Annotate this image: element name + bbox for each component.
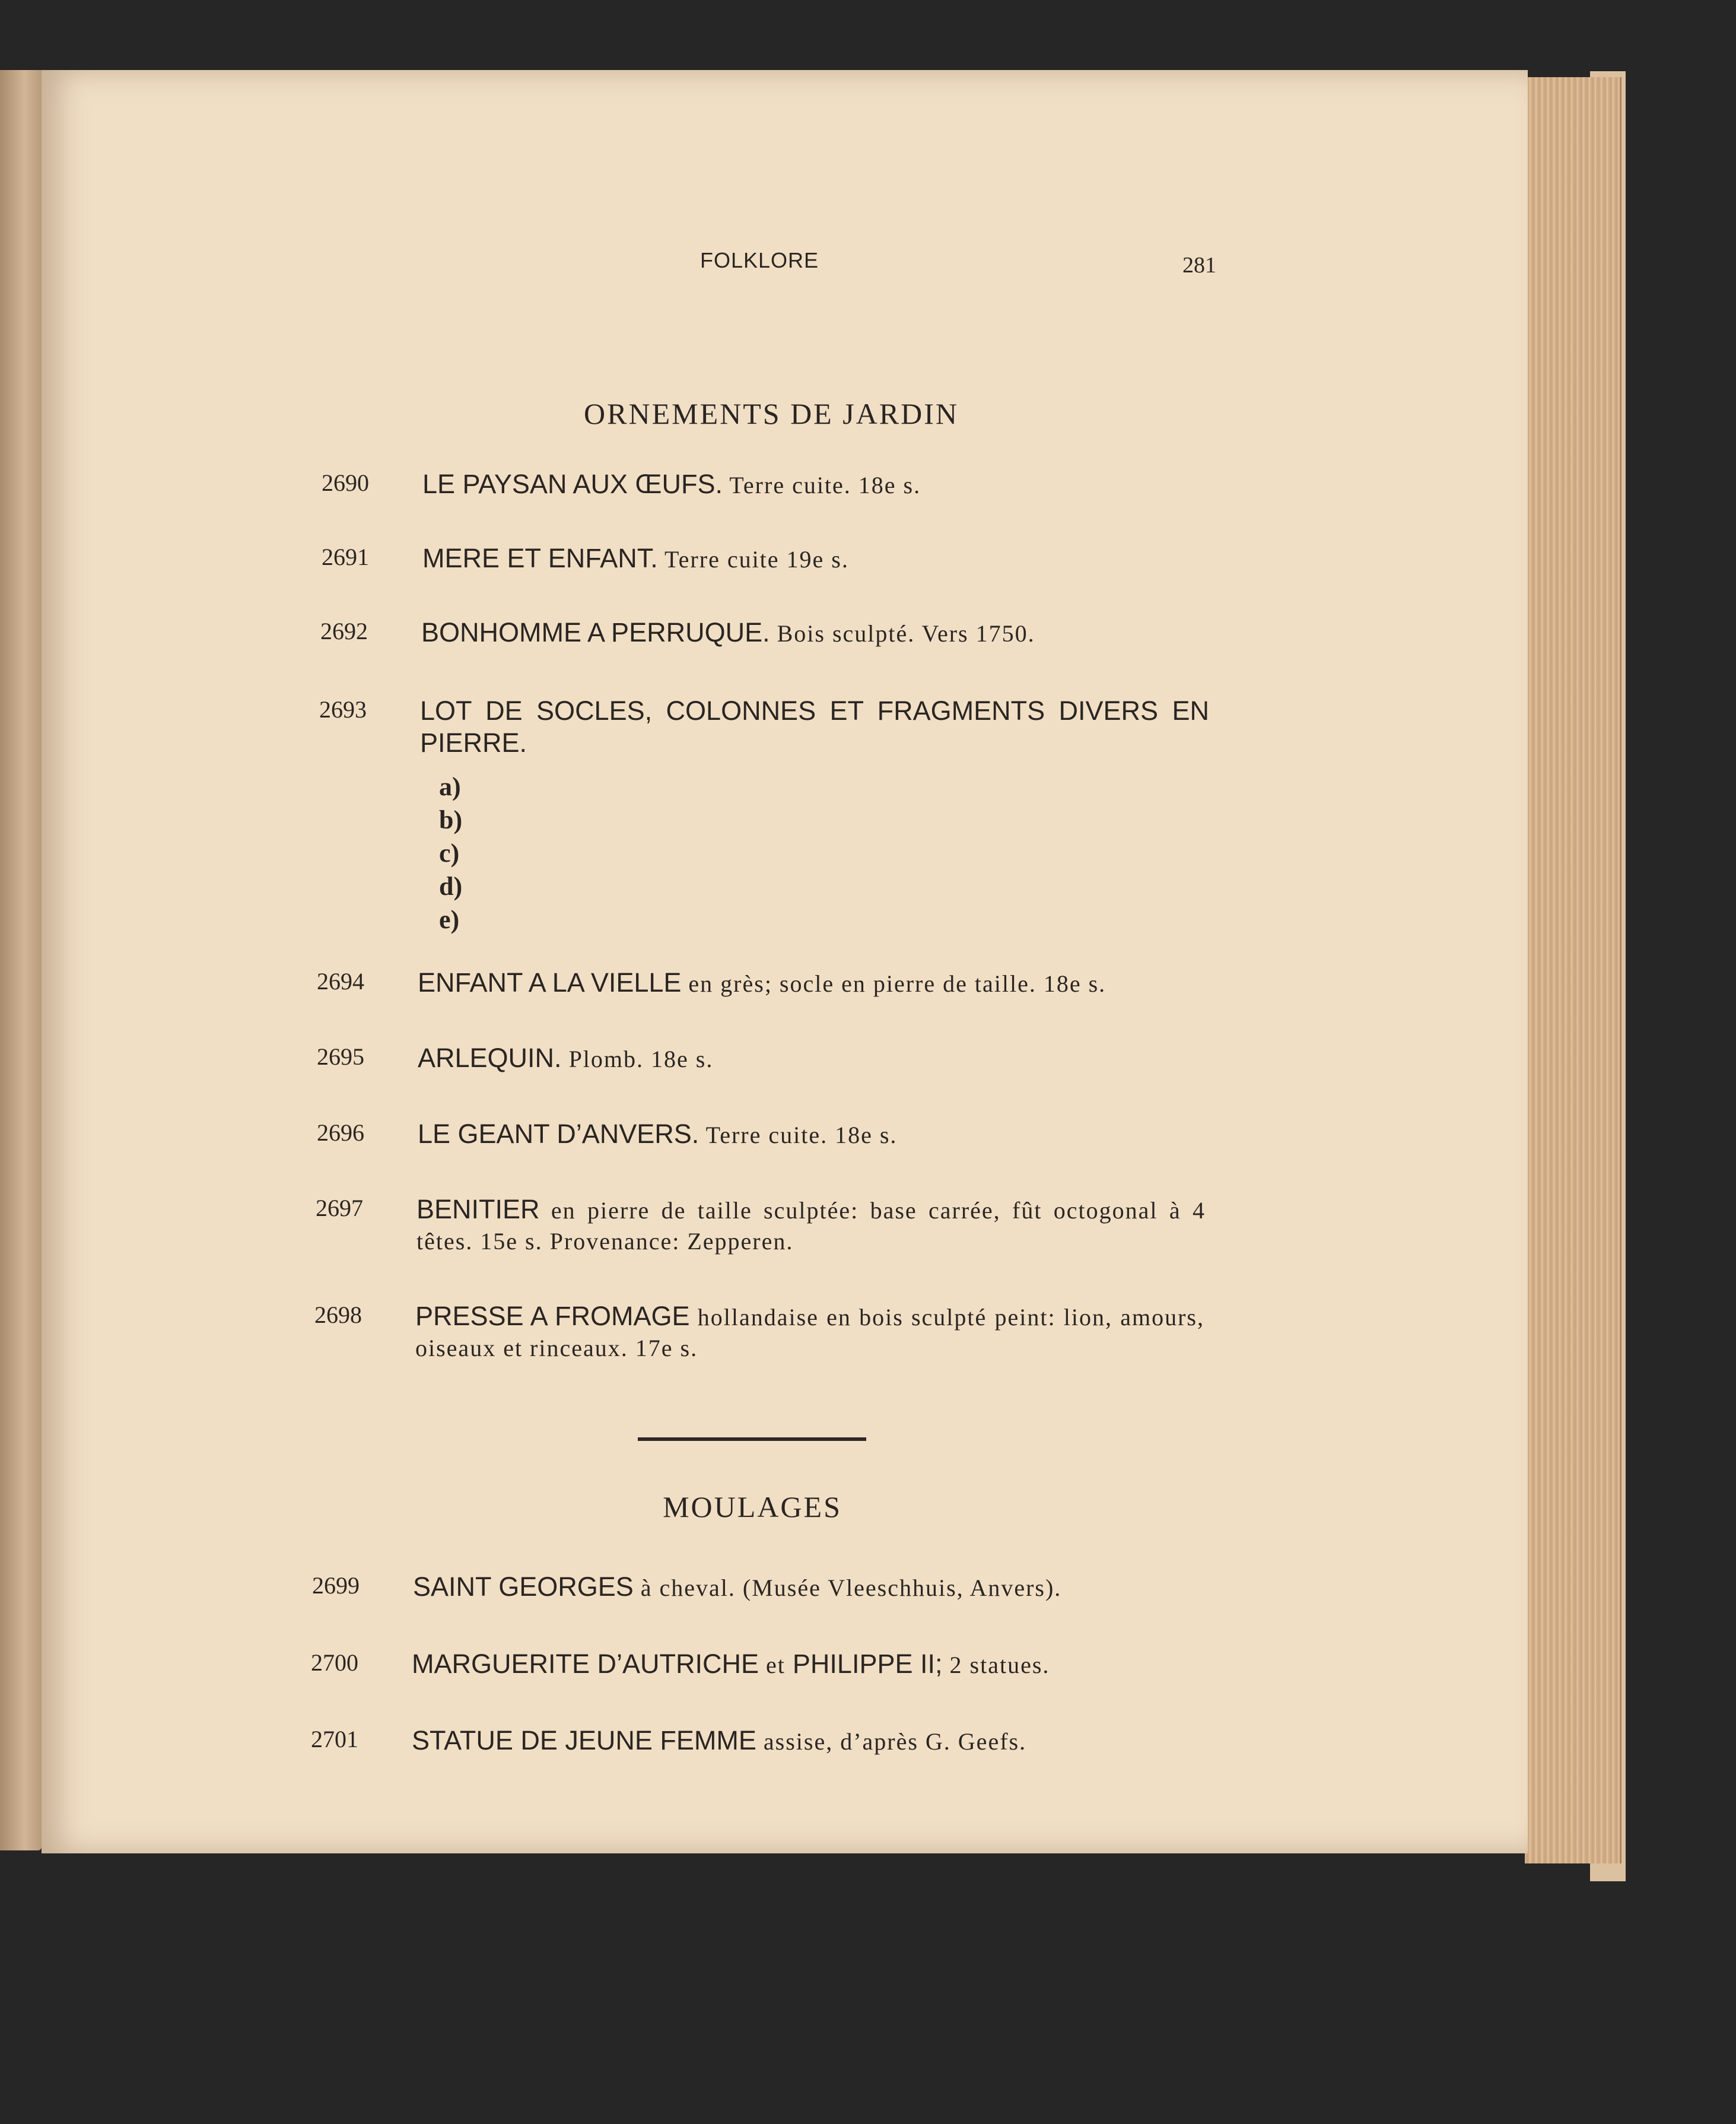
entry-description: PRESSE A FROMAGE hollandaise en bois sculpté peint: lion, amours, oiseaux et rinceaux. 17e s. [415,1301,1204,1361]
entry-number: 2690 [322,469,369,496]
subitem-a: a) [439,772,461,801]
entry-number: 2695 [317,1043,364,1070]
section-title-ornements: ORNEMENTS DE JARDIN [584,397,959,430]
entry-description: SAINT GEORGES à cheval. (Musée Vleeschhuis, Anvers). [413,1571,1062,1602]
entry-number: 2700 [311,1649,358,1676]
subitem-e: e) [439,905,460,934]
entry-description: BENITIER en pierre de taille sculptée: base carrée, fût octogonal à 4 têtes. 15e s. Provenance: Zepperen. [416,1194,1206,1255]
entry-number: 2698 [314,1301,362,1328]
entry-number: 2699 [312,1572,360,1599]
entry-description: ARLEQUIN. Plomb. 18e s. [418,1043,714,1073]
page-stack-edge [1525,77,1621,1863]
entry-number: 2691 [322,544,369,570]
subitem-d: d) [439,872,463,901]
entry-number: 2692 [320,618,368,644]
entry-number: 2694 [317,968,364,995]
left-page-edge [0,70,42,1850]
entry-description: LE GEANT D’ANVERS. Terre cuite. 18e s. [418,1119,898,1149]
entry-number: 2693 [319,696,367,723]
entry-number: 2696 [317,1119,364,1146]
entry-number: 2697 [316,1195,363,1221]
page-number: 281 [1182,253,1216,278]
entry-number: 2701 [311,1726,358,1752]
entry-description: LE PAYSAN AUX ŒUFS. Terre cuite. 18e s. [422,469,921,499]
entry-description: LOT DE SOCLES, COLONNES ET FRAGMENTS DIVERS EN PIERRE. [420,696,1209,758]
entry-description: MARGUERITE D’AUTRICHE et PHILIPPE II; 2 statues. [412,1649,1050,1679]
section-title-moulages: MOULAGES [663,1490,842,1523]
subitem-b: b) [439,805,463,834]
entry-description: BONHOMME A PERRUQUE. Bois sculpté. Vers 1750. [421,617,1035,647]
entry-description: STATUE DE JEUNE FEMME assise, d’après G. Geefs. [412,1725,1027,1755]
subitem-c: c) [439,839,460,868]
entry-description: ENFANT A LA VIELLE en grès; socle en pierre de taille. 18e s. [418,967,1107,998]
section-divider [638,1437,866,1441]
running-head: FOLKLORE [700,248,819,272]
entry-description: MERE ET ENFANT. Terre cuite 19e s. [422,543,849,573]
